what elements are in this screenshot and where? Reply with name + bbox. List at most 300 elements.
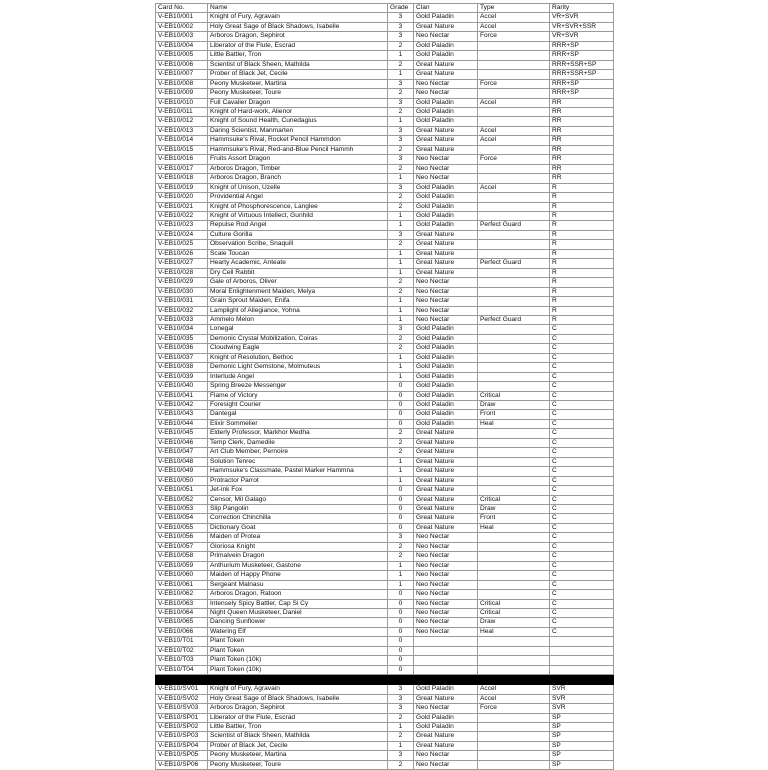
cell-rarity: R bbox=[550, 183, 614, 192]
cell-grade: 2 bbox=[388, 552, 414, 561]
cell-type bbox=[478, 107, 550, 116]
cell-rarity: RR bbox=[550, 164, 614, 173]
cell-type bbox=[478, 363, 550, 372]
cell-type bbox=[478, 240, 550, 249]
cell-grade: 3 bbox=[388, 533, 414, 542]
cell-grade: 3 bbox=[388, 751, 414, 760]
cell-clan: Gold Paladin bbox=[414, 117, 478, 126]
cell-type: Critical bbox=[478, 495, 550, 504]
cell-grade: 2 bbox=[388, 107, 414, 116]
cell-name: Grain Sprout Maiden, Enifa bbox=[208, 297, 388, 306]
cell-grade: 2 bbox=[388, 287, 414, 296]
cell-rarity: C bbox=[550, 344, 614, 353]
cell-card-no: V-EB10/044 bbox=[156, 419, 208, 428]
cell-grade: 0 bbox=[388, 514, 414, 523]
cell-grade: 1 bbox=[388, 571, 414, 580]
cell-card-no: V-EB10/SP01 bbox=[156, 713, 208, 722]
cell-grade: 3 bbox=[388, 694, 414, 703]
cell-type bbox=[478, 145, 550, 154]
table-row bbox=[156, 486, 614, 495]
cell-grade: 1 bbox=[388, 580, 414, 589]
cell-name: Observation Scribe, Snaquill bbox=[208, 240, 388, 249]
cell-grade: 3 bbox=[388, 685, 414, 694]
table-row bbox=[156, 542, 614, 551]
cell-rarity: SVR bbox=[550, 704, 614, 713]
cell-type bbox=[478, 646, 550, 655]
cell-name: Intensely Spicy Battler, Cap Si Cy bbox=[208, 599, 388, 608]
cell-name: Lonegal bbox=[208, 325, 388, 334]
cell-clan: Great Nature bbox=[414, 70, 478, 79]
cell-type bbox=[478, 278, 550, 287]
cell-type: Front bbox=[478, 410, 550, 419]
cell-rarity: C bbox=[550, 334, 614, 343]
cell-rarity: SP bbox=[550, 751, 614, 760]
cell-clan: Neo Nectar bbox=[414, 571, 478, 580]
cell-clan: Gold Paladin bbox=[414, 685, 478, 694]
cell-rarity: RRR+SP bbox=[550, 89, 614, 98]
cell-type bbox=[478, 580, 550, 589]
cell-type: Critical bbox=[478, 599, 550, 608]
cell-grade: 1 bbox=[388, 297, 414, 306]
cell-type bbox=[478, 230, 550, 239]
table-row bbox=[156, 410, 614, 419]
cell-name: Anthurium Musketeer, Gastone bbox=[208, 561, 388, 570]
cell-clan: Gold Paladin bbox=[414, 193, 478, 202]
cell-grade: 2 bbox=[388, 344, 414, 353]
cell-clan: Great Nature bbox=[414, 136, 478, 145]
cell-card-no: V-EB10/032 bbox=[156, 306, 208, 315]
cell-rarity: C bbox=[550, 523, 614, 532]
cell-type bbox=[478, 457, 550, 466]
cell-rarity: RR bbox=[550, 98, 614, 107]
cell-name: Foresight Courier bbox=[208, 401, 388, 410]
table-row bbox=[156, 136, 614, 145]
table-row bbox=[156, 89, 614, 98]
cell-type bbox=[478, 287, 550, 296]
table-row bbox=[156, 126, 614, 135]
table-row bbox=[156, 117, 614, 126]
cell-grade: 0 bbox=[388, 609, 414, 618]
cell-type: Accel bbox=[478, 136, 550, 145]
cell-name: Knight of Hard-work, Alienor bbox=[208, 107, 388, 116]
table-row bbox=[156, 211, 614, 220]
cell-rarity: R bbox=[550, 221, 614, 230]
table-row bbox=[156, 760, 614, 769]
cell-type: Perfect Guard bbox=[478, 315, 550, 324]
cell-name: Cloudwing Eagle bbox=[208, 344, 388, 353]
cell-clan: Great Nature bbox=[414, 126, 478, 135]
cell-grade: 1 bbox=[388, 259, 414, 268]
table-row bbox=[156, 429, 614, 438]
table-row bbox=[156, 297, 614, 306]
cell-card-no: V-EB10/016 bbox=[156, 155, 208, 164]
cell-clan: Gold Paladin bbox=[414, 722, 478, 731]
table-row bbox=[156, 13, 614, 22]
cell-clan: Gold Paladin bbox=[414, 334, 478, 343]
cell-type: Accel bbox=[478, 126, 550, 135]
cell-rarity: RR bbox=[550, 155, 614, 164]
header-type: Type bbox=[478, 4, 550, 13]
cell-card-no: V-EB10/026 bbox=[156, 249, 208, 258]
cell-rarity: R bbox=[550, 259, 614, 268]
cell-rarity: C bbox=[550, 429, 614, 438]
table-row bbox=[156, 533, 614, 542]
cell-type bbox=[478, 741, 550, 750]
cell-card-no: V-EB10/033 bbox=[156, 315, 208, 324]
cell-name: Culture Gorilla bbox=[208, 230, 388, 239]
cell-rarity: RRR+SSR+SP bbox=[550, 60, 614, 69]
cell-card-no: V-EB10/SV01 bbox=[156, 685, 208, 694]
cell-name: Hammsuke's Rival, Rocket Pencil Hammdon bbox=[208, 136, 388, 145]
table-row bbox=[156, 60, 614, 69]
cell-card-no: V-EB10/T04 bbox=[156, 665, 208, 674]
cell-name: Elixir Sommelier bbox=[208, 419, 388, 428]
cell-type bbox=[478, 438, 550, 447]
cell-card-no: V-EB10/009 bbox=[156, 89, 208, 98]
cell-rarity: C bbox=[550, 580, 614, 589]
table-row bbox=[156, 221, 614, 230]
cell-clan: Neo Nectar bbox=[414, 89, 478, 98]
cell-type: Accel bbox=[478, 13, 550, 22]
cell-type bbox=[478, 590, 550, 599]
cell-clan: Great Nature bbox=[414, 505, 478, 514]
cell-grade: 1 bbox=[388, 306, 414, 315]
table-row bbox=[156, 287, 614, 296]
cell-card-no: V-EB10/019 bbox=[156, 183, 208, 192]
cell-card-no: V-EB10/066 bbox=[156, 627, 208, 636]
cell-rarity: R bbox=[550, 306, 614, 315]
cell-card-no: V-EB10/052 bbox=[156, 495, 208, 504]
cell-card-no: V-EB10/017 bbox=[156, 164, 208, 173]
cell-card-no: V-EB10/SP02 bbox=[156, 722, 208, 731]
cell-grade: 1 bbox=[388, 457, 414, 466]
cell-clan: Gold Paladin bbox=[414, 401, 478, 410]
cell-card-no: V-EB10/031 bbox=[156, 297, 208, 306]
cell-card-no: V-EB10/065 bbox=[156, 618, 208, 627]
cell-name: Sergeant Malnasu bbox=[208, 580, 388, 589]
header-card-no: Card No. bbox=[156, 4, 208, 13]
cell-type bbox=[478, 353, 550, 362]
card-list-table bbox=[155, 3, 614, 770]
cell-rarity: VR+SVR bbox=[550, 13, 614, 22]
cell-rarity: C bbox=[550, 382, 614, 391]
cell-clan: Gold Paladin bbox=[414, 410, 478, 419]
cell-clan: Neo Nectar bbox=[414, 79, 478, 88]
cell-type: Accel bbox=[478, 22, 550, 31]
cell-grade: 2 bbox=[388, 89, 414, 98]
cell-grade: 1 bbox=[388, 372, 414, 381]
cell-type bbox=[478, 51, 550, 60]
cell-clan: Neo Nectar bbox=[414, 32, 478, 41]
cell-card-no: V-EB10/008 bbox=[156, 79, 208, 88]
cell-type: Perfect Guard bbox=[478, 259, 550, 268]
card-list-body bbox=[156, 4, 614, 770]
table-row bbox=[156, 685, 614, 694]
cell-clan: Neo Nectar bbox=[414, 297, 478, 306]
cell-name: Holy Great Sage of Black Shadows, Isabelle bbox=[208, 22, 388, 31]
cell-card-no: V-EB10/058 bbox=[156, 552, 208, 561]
table-row bbox=[156, 230, 614, 239]
table-row bbox=[156, 344, 614, 353]
cell-card-no: V-EB10/040 bbox=[156, 382, 208, 391]
cell-grade: 1 bbox=[388, 174, 414, 183]
cell-name: Arboros Dragon, Timber bbox=[208, 164, 388, 173]
cell-clan: Neo Nectar bbox=[414, 751, 478, 760]
cell-name: Correction Chinchilla bbox=[208, 514, 388, 523]
cell-card-no: V-EB10/024 bbox=[156, 230, 208, 239]
cell-clan: Gold Paladin bbox=[414, 353, 478, 362]
cell-grade: 2 bbox=[388, 713, 414, 722]
cell-card-no: V-EB10/043 bbox=[156, 410, 208, 419]
cell-grade: 0 bbox=[388, 627, 414, 636]
cell-type: Accel bbox=[478, 694, 550, 703]
cell-type bbox=[478, 89, 550, 98]
cell-name: Arboros Dragon, Sephirot bbox=[208, 704, 388, 713]
cell-rarity: SP bbox=[550, 722, 614, 731]
header-row bbox=[156, 4, 614, 13]
table-row bbox=[156, 372, 614, 381]
cell-card-no: V-EB10/056 bbox=[156, 533, 208, 542]
cell-name: Elderly Professor, Markhor Medha bbox=[208, 429, 388, 438]
cell-grade: 2 bbox=[388, 542, 414, 551]
cell-clan: Neo Nectar bbox=[414, 287, 478, 296]
cell-card-no: V-EB10/015 bbox=[156, 145, 208, 154]
cell-grade: 1 bbox=[388, 249, 414, 258]
cell-type bbox=[478, 70, 550, 79]
cell-clan: Great Nature bbox=[414, 457, 478, 466]
cell-grade: 2 bbox=[388, 164, 414, 173]
cell-type bbox=[478, 382, 550, 391]
cell-name: Watering Elf bbox=[208, 627, 388, 636]
table-row bbox=[156, 32, 614, 41]
cell-card-no: V-EB10/010 bbox=[156, 98, 208, 107]
cell-card-no: V-EB10/047 bbox=[156, 448, 208, 457]
cell-type bbox=[478, 552, 550, 561]
cell-clan bbox=[414, 665, 478, 674]
cell-grade: 3 bbox=[388, 136, 414, 145]
cell-grade: 3 bbox=[388, 126, 414, 135]
table-row bbox=[156, 571, 614, 580]
cell-type: Critical bbox=[478, 391, 550, 400]
cell-clan: Great Nature bbox=[414, 495, 478, 504]
cell-type bbox=[478, 476, 550, 485]
table-row bbox=[156, 665, 614, 674]
table-row bbox=[156, 751, 614, 760]
table-row bbox=[156, 590, 614, 599]
cell-clan: Neo Nectar bbox=[414, 561, 478, 570]
cell-card-no: V-EB10/T01 bbox=[156, 637, 208, 646]
cell-type bbox=[478, 344, 550, 353]
cell-type bbox=[478, 325, 550, 334]
header-rarity: Rarity bbox=[550, 4, 614, 13]
cell-name: Slip Pangolin bbox=[208, 505, 388, 514]
cell-card-no: V-EB10/SP04 bbox=[156, 741, 208, 750]
cell-grade: 1 bbox=[388, 741, 414, 750]
cell-type: Front bbox=[478, 514, 550, 523]
cell-clan: Neo Nectar bbox=[414, 704, 478, 713]
cell-clan bbox=[414, 637, 478, 646]
cell-card-no: V-EB10/014 bbox=[156, 136, 208, 145]
cell-name: Gloriosa Knight bbox=[208, 542, 388, 551]
cell-type bbox=[478, 542, 550, 551]
table-row bbox=[156, 609, 614, 618]
cell-grade: 3 bbox=[388, 230, 414, 239]
cell-card-no: V-EB10/004 bbox=[156, 41, 208, 50]
cell-name: Night Queen Musketeer, Daniel bbox=[208, 609, 388, 618]
cell-rarity: C bbox=[550, 627, 614, 636]
cell-name: Demonic Crystal Mobilization, Coiras bbox=[208, 334, 388, 343]
cell-type: Draw bbox=[478, 618, 550, 627]
cell-clan: Neo Nectar bbox=[414, 155, 478, 164]
cell-grade: 0 bbox=[388, 590, 414, 599]
table-row bbox=[156, 713, 614, 722]
cell-card-no: V-EB10/054 bbox=[156, 514, 208, 523]
cell-type bbox=[478, 334, 550, 343]
cell-rarity: SVR bbox=[550, 685, 614, 694]
cell-name: Knight of Fury, Agravain bbox=[208, 13, 388, 22]
cell-grade: 2 bbox=[388, 429, 414, 438]
cell-type bbox=[478, 268, 550, 277]
cell-name: Scale Toucan bbox=[208, 249, 388, 258]
cell-clan: Great Nature bbox=[414, 268, 478, 277]
cell-type bbox=[478, 571, 550, 580]
cell-grade: 1 bbox=[388, 221, 414, 230]
cell-grade: 1 bbox=[388, 353, 414, 362]
cell-name: Dry Cell Rabbit bbox=[208, 268, 388, 277]
cell-rarity: RR bbox=[550, 145, 614, 154]
cell-rarity: C bbox=[550, 495, 614, 504]
cell-type: Draw bbox=[478, 401, 550, 410]
cell-type bbox=[478, 202, 550, 211]
cell-type: Draw bbox=[478, 505, 550, 514]
table-row bbox=[156, 637, 614, 646]
cell-card-no: V-EB10/042 bbox=[156, 401, 208, 410]
cell-type bbox=[478, 760, 550, 769]
cell-grade: 2 bbox=[388, 278, 414, 287]
cell-card-no: V-EB10/050 bbox=[156, 476, 208, 485]
cell-grade: 0 bbox=[388, 401, 414, 410]
cell-rarity: R bbox=[550, 315, 614, 324]
cell-name: Plant Token bbox=[208, 646, 388, 655]
cell-clan: Great Nature bbox=[414, 240, 478, 249]
table-row bbox=[156, 259, 614, 268]
table-row bbox=[156, 646, 614, 655]
cell-clan: Gold Paladin bbox=[414, 372, 478, 381]
table-row bbox=[156, 457, 614, 466]
table-row bbox=[156, 580, 614, 589]
cell-name: Providential Angel bbox=[208, 193, 388, 202]
cell-rarity: R bbox=[550, 202, 614, 211]
cell-name: Full Cavalier Dragon bbox=[208, 98, 388, 107]
cell-clan: Gold Paladin bbox=[414, 363, 478, 372]
cell-grade: 2 bbox=[388, 448, 414, 457]
table-row bbox=[156, 704, 614, 713]
table-row bbox=[156, 70, 614, 79]
cell-type bbox=[478, 486, 550, 495]
table-row bbox=[156, 145, 614, 154]
cell-clan: Gold Paladin bbox=[414, 221, 478, 230]
cell-card-no: V-EB10/SP06 bbox=[156, 760, 208, 769]
cell-clan: Neo Nectar bbox=[414, 174, 478, 183]
cell-name: Scientist of Black Sheen, Mathilda bbox=[208, 60, 388, 69]
cell-name: Hearty Academic, Anteate bbox=[208, 259, 388, 268]
cell-name: Knight of Fury, Agravain bbox=[208, 685, 388, 694]
cell-card-no: V-EB10/025 bbox=[156, 240, 208, 249]
cell-name: Dictionary Goat bbox=[208, 523, 388, 532]
cell-grade: 1 bbox=[388, 722, 414, 731]
cell-clan: Gold Paladin bbox=[414, 325, 478, 334]
cell-card-no: V-EB10/007 bbox=[156, 70, 208, 79]
cell-name: Plant Token (10k) bbox=[208, 665, 388, 674]
header-clan: Clan bbox=[414, 4, 478, 13]
cell-name: Liberator of the Flute, Escrad bbox=[208, 41, 388, 50]
cell-rarity: R bbox=[550, 249, 614, 258]
cell-clan: Gold Paladin bbox=[414, 202, 478, 211]
cell-grade: 2 bbox=[388, 334, 414, 343]
cell-card-no: V-EB10/051 bbox=[156, 486, 208, 495]
cell-name: Spring Breeze Messenger bbox=[208, 382, 388, 391]
cell-type: Accel bbox=[478, 183, 550, 192]
cell-name: Maiden of Protea bbox=[208, 533, 388, 542]
cell-grade: 1 bbox=[388, 561, 414, 570]
cell-rarity: C bbox=[550, 599, 614, 608]
table-row bbox=[156, 278, 614, 287]
cell-type bbox=[478, 164, 550, 173]
cell-grade: 0 bbox=[388, 656, 414, 665]
cell-type: Force bbox=[478, 704, 550, 713]
cell-rarity: VR+SVR+SSR bbox=[550, 22, 614, 31]
cell-type bbox=[478, 467, 550, 476]
cell-card-no: V-EB10/039 bbox=[156, 372, 208, 381]
cell-rarity: RR bbox=[550, 126, 614, 135]
cell-type: Heal bbox=[478, 419, 550, 428]
cell-card-no: V-EB10/020 bbox=[156, 193, 208, 202]
cell-clan: Neo Nectar bbox=[414, 552, 478, 561]
cell-rarity: RR bbox=[550, 117, 614, 126]
header-grade: Grade bbox=[388, 4, 414, 13]
cell-card-no: V-EB10/060 bbox=[156, 571, 208, 580]
cell-name: Knight of Phosphorescence, Langlee bbox=[208, 202, 388, 211]
cell-name: Liberator of the Flute, Escrad bbox=[208, 713, 388, 722]
cell-rarity: SP bbox=[550, 713, 614, 722]
cell-rarity: C bbox=[550, 391, 614, 400]
cell-name: Maiden of Happy Phone bbox=[208, 571, 388, 580]
cell-type bbox=[478, 732, 550, 741]
table-row bbox=[156, 627, 614, 636]
cell-name: Little Battler, Tron bbox=[208, 51, 388, 60]
cell-clan: Gold Paladin bbox=[414, 391, 478, 400]
cell-rarity: C bbox=[550, 410, 614, 419]
cell-card-no: V-EB10/T03 bbox=[156, 656, 208, 665]
cell-grade: 0 bbox=[388, 637, 414, 646]
cell-card-no: V-EB10/SV02 bbox=[156, 694, 208, 703]
cell-type: Force bbox=[478, 79, 550, 88]
cell-type bbox=[478, 60, 550, 69]
table-row bbox=[156, 599, 614, 608]
cell-card-no: V-EB10/013 bbox=[156, 126, 208, 135]
cell-card-no: V-EB10/006 bbox=[156, 60, 208, 69]
cell-type bbox=[478, 117, 550, 126]
cell-grade: 2 bbox=[388, 732, 414, 741]
cell-grade: 2 bbox=[388, 240, 414, 249]
cell-name: Arboros Dragon, Sephirot bbox=[208, 32, 388, 41]
cell-type bbox=[478, 174, 550, 183]
cell-rarity: C bbox=[550, 618, 614, 627]
cell-rarity: R bbox=[550, 211, 614, 220]
cell-clan: Neo Nectar bbox=[414, 306, 478, 315]
cell-grade: 3 bbox=[388, 32, 414, 41]
table-row bbox=[156, 202, 614, 211]
